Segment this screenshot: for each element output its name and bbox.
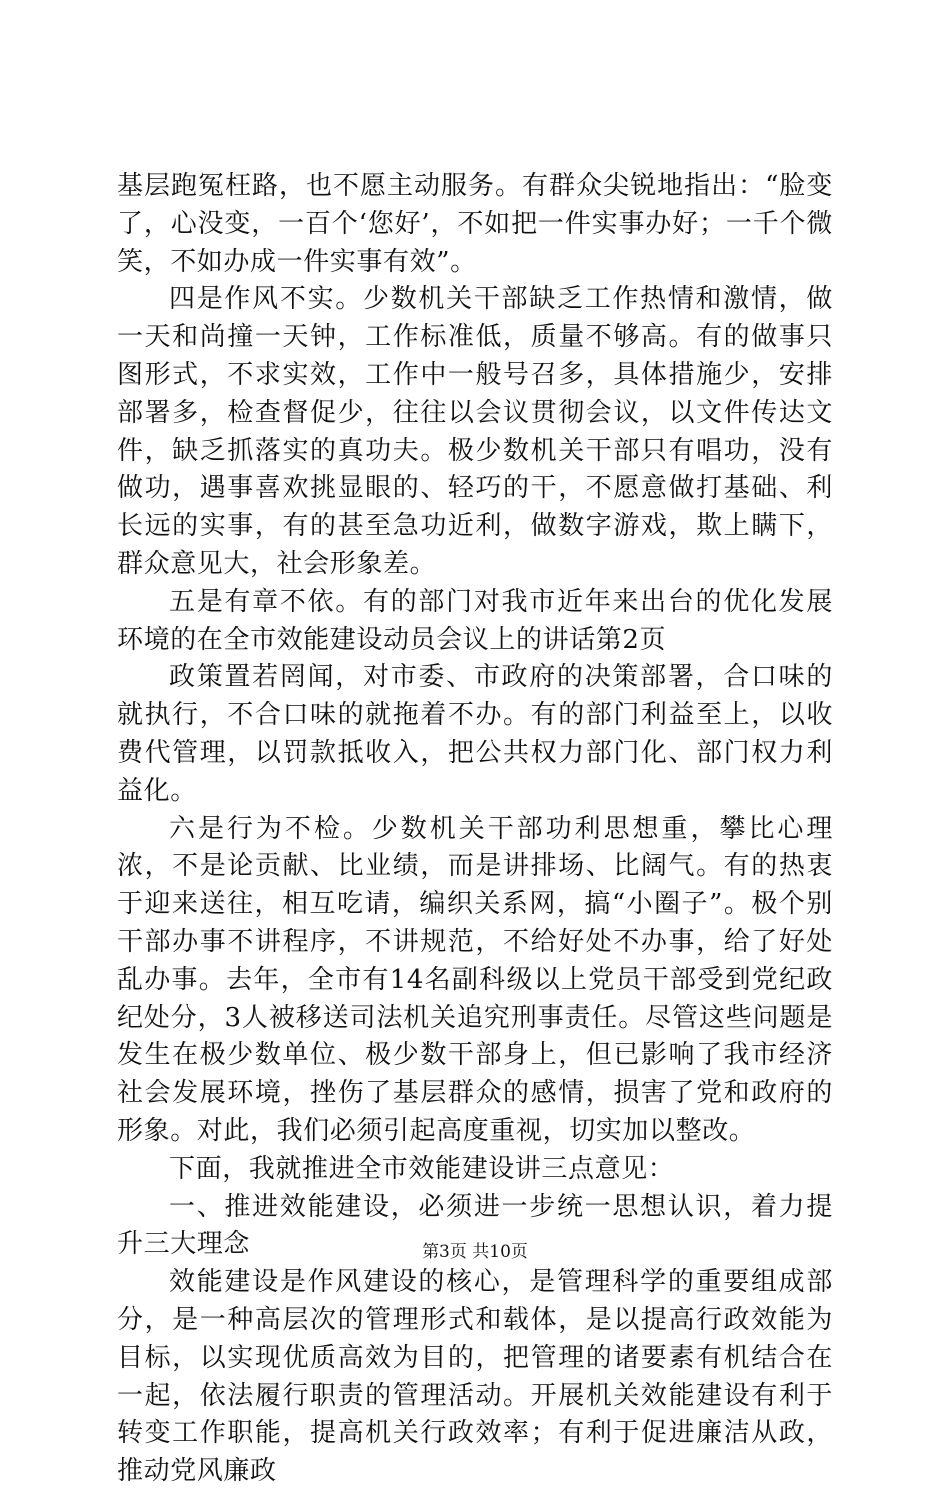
paragraph-1: 基层跑冤枉路，也不愿主动服务。有群众尖锐地指出：“脸变了，心没变，一百个‘您好’，不如把一件实事办好；一千个微笑，不如办成一件实事有效”。 <box>117 171 833 277</box>
paragraph-3: 五是有章不依。有的部门对我市近年来出台的优化发展环境的在全市效能建设动员会议上的讲话第2页 <box>117 586 833 655</box>
paragraph-2: 四是作风不实。少数机关干部缺乏工作热情和激情，做一天和尚撞一天钟，工作标准低，质量不够高。有的做事只图形式，不求实效，工作中一般号召多，具体措施少，安排部署多，检查督促少，往往以会议贯彻会议，以文件传达文件，缺乏抓落实的真功夫。极少数机关干部只有唱功，没有做功，遇事喜欢挑显眼的、轻巧的干，不愿意做打基础、利长远的实事，有的甚至急功近利，做数字游戏，欺上瞒下，群众意见大，社会形象差。 <box>117 284 833 579</box>
paragraph-6: 下面，我就推进全市效能建设讲三点意见： <box>169 1153 675 1184</box>
paragraph-5: 六是行为不检。少数机关干部功利思想重，攀比心理浓，不是论贡献、比业绩，而是讲排场、比阔气。有的热衷于迎来送往，相互吃请，编织关系网，搞“小圈子”。极个别干部办事不讲程序，不讲规范，不给好处不办事，给了好处乱办事。去年，全市有14名副科级以上党员干部受到党纪政纪处分，3人被移送司法机关追究刑事责任。尽管这些问题是发生在极少数单位、极少数干部身上，但已影响了我市经济社会发展环境，挫伤了基层群众的感情，损害了党和政府的形象。对此，我们必须引起高度重视，切实加以整改。 <box>117 813 833 1146</box>
section-heading-1: 一、推进效能建设，必须进一步统一思想认识，着力提升三大理念 <box>117 1191 833 1260</box>
document-body <box>117 168 833 1491</box>
page-number-label: 第3页 共10页 <box>422 1242 528 1262</box>
page-footer <box>0 1241 950 1263</box>
paragraph-4: 政策置若罔闻，对市委、市政府的决策部署，合口味的就执行，不合口味的就拖着不办。有的部门利益至上，以收费代管理，以罚款抵收入，把公共权力部门化、部门权力利益化。 <box>117 662 833 806</box>
paragraph-7: 效能建设是作风建设的核心，是管理科学的重要组成部分，是一种高层次的管理形式和载体，是以提高行政效能为目标，以实现优质高效为目的，把管理的诸要素有机结合在一起，依法履行职责的管理活动。开展机关效能建设有利于转变工作职能，提高机关行政效率；有利于促进廉洁从政，推动党风廉政 <box>117 1267 833 1487</box>
